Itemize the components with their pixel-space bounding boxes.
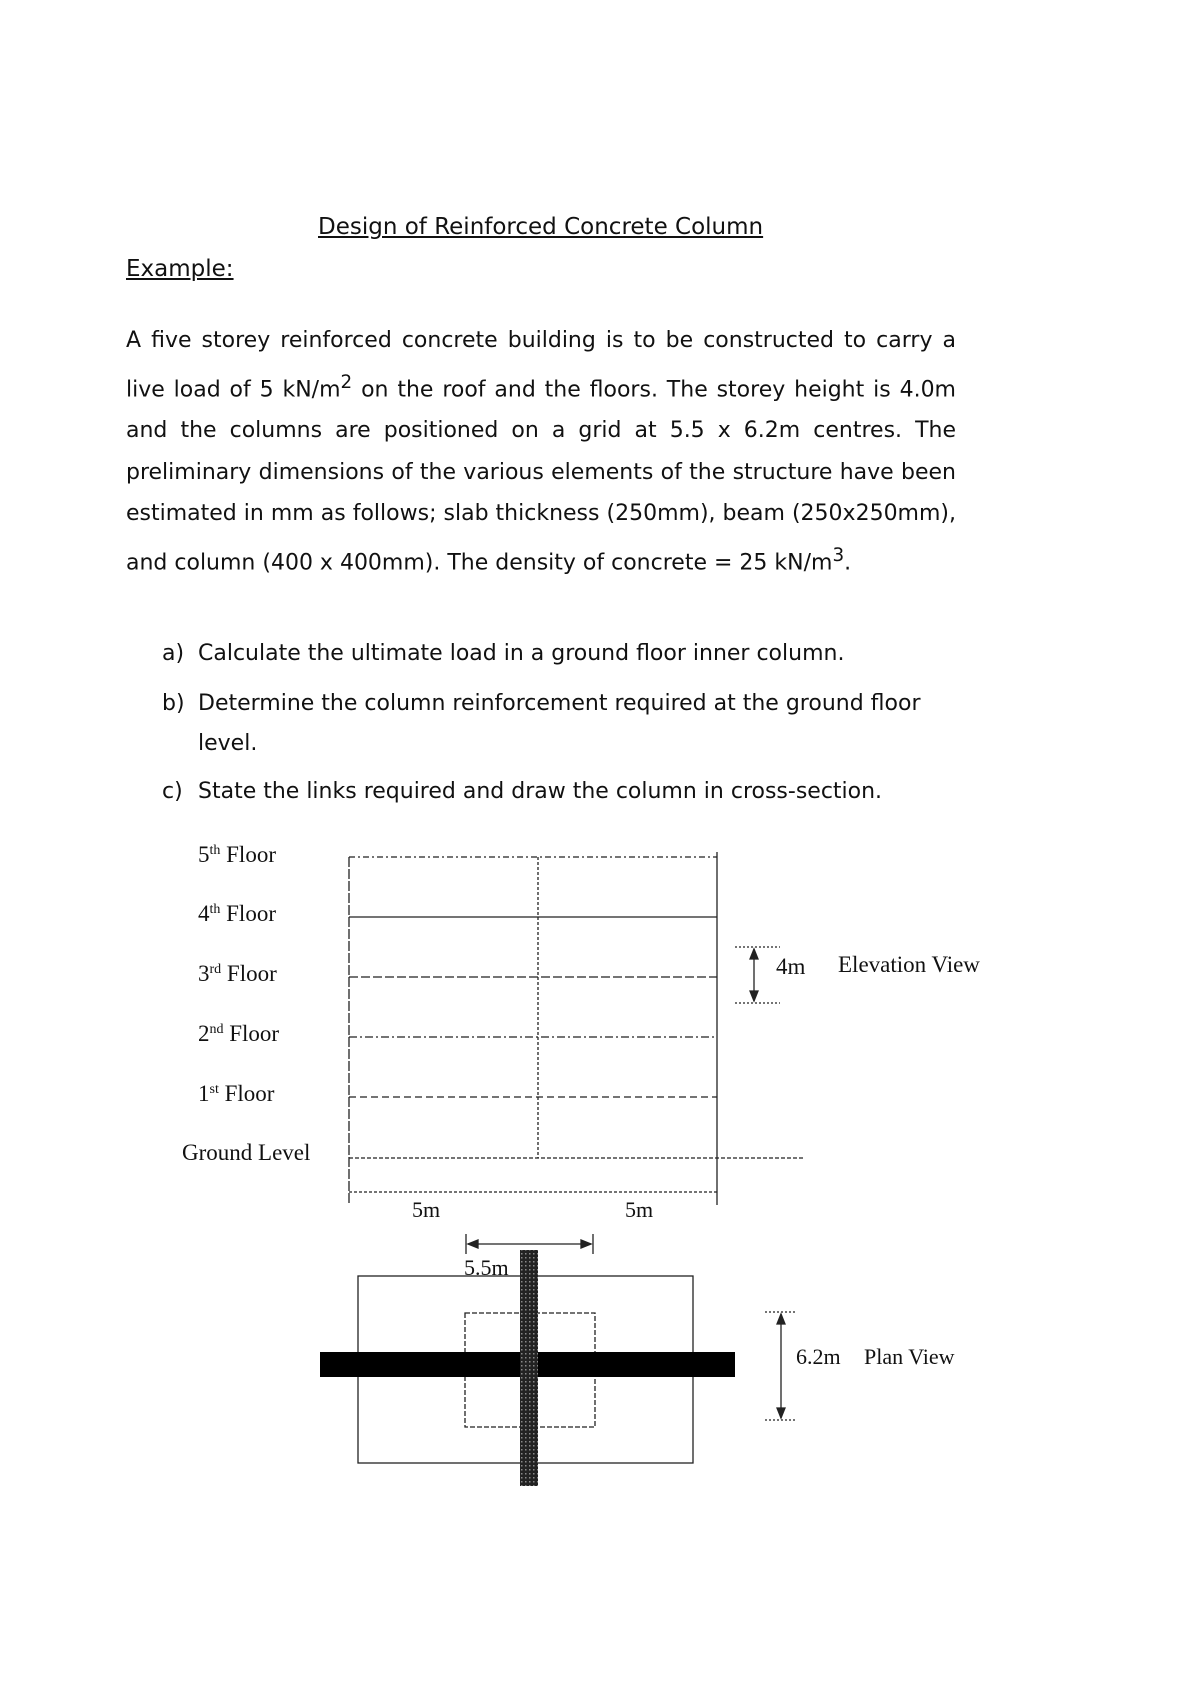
question-label: b) <box>162 691 185 716</box>
question-text: Determine the column reinforcement required at the ground floor level. <box>198 691 921 756</box>
superscript-cubed: 3 <box>832 544 845 566</box>
question-label: a) <box>162 641 185 666</box>
floor-label-3: 3rd Floor <box>198 961 277 986</box>
statement-part-1: A five storey reinforced concrete building is to be constructed to carry a live load of 5 kN/m <box>126 328 956 402</box>
plan-view-label: Plan View <box>864 1344 955 1369</box>
question-label: c) <box>162 779 183 804</box>
ground-level-label: Ground Level <box>182 1140 311 1165</box>
plan-depth-label: 6.2m <box>796 1344 841 1369</box>
span-right-label: 5m <box>625 1197 654 1222</box>
floor-label-4: 4th Floor <box>198 901 276 926</box>
elevation-view-label: Elevation View <box>838 952 980 977</box>
question-text: State the links required and draw the column in cross-section. <box>198 779 883 804</box>
floor-label-2: 2nd Floor <box>198 1021 280 1046</box>
span-left-label: 5m <box>412 1197 441 1222</box>
statement-part-2: on the roof and the floors. The storey height is 4.0m and the columns are positioned on a grid at 5.5 x 6.2m centres. The preliminary dimensions of the various elements of the structure have been estimated in mm as follows; slab thickness (250mm), beam (250x250mm), and column (400 x 400mm). The density of concrete = 25 kN/m <box>126 376 956 576</box>
example-heading: Example: <box>126 256 234 282</box>
superscript-squared: 2 <box>340 371 353 393</box>
question-text: Calculate the ultimate load in a ground floor inner column. <box>198 641 845 666</box>
floor-label-5: 5th Floor <box>198 842 276 867</box>
elevation-frame <box>349 852 805 1205</box>
plan-vertical-beam <box>520 1250 538 1486</box>
storey-height-label: 4m <box>776 954 806 979</box>
plan-depth-dimension <box>765 1312 795 1420</box>
plan-width-label: 5.5m <box>464 1255 509 1280</box>
page-title: Design of Reinforced Concrete Column <box>318 214 764 240</box>
floor-label-1: 1st Floor <box>198 1081 275 1106</box>
statement-part-3: . <box>844 550 852 576</box>
storey-height-dimension <box>735 947 780 1003</box>
